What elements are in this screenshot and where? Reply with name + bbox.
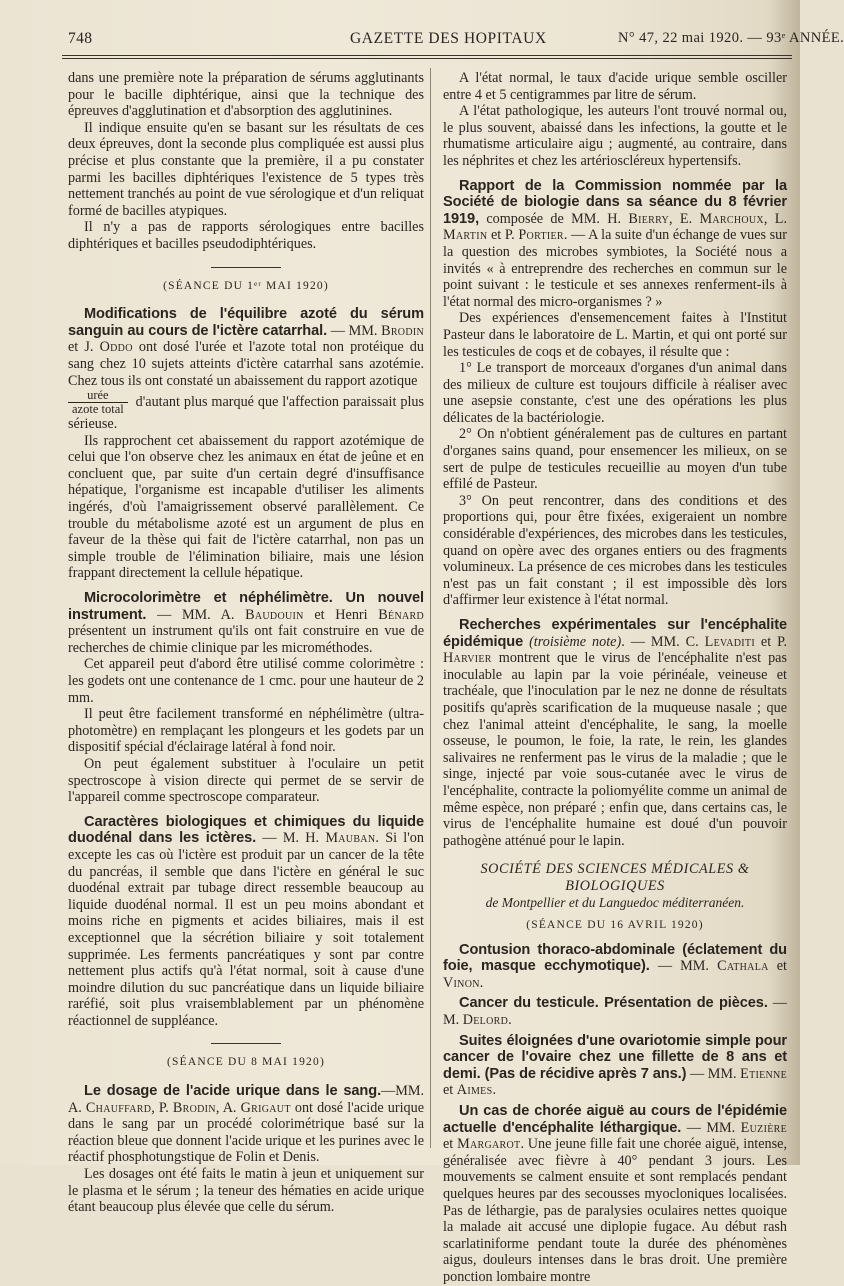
article-heading: Un cas de chorée aiguë au cours de l'épidémie actuelle d'encéphalite léthargique.: [443, 1103, 787, 1136]
author: Cathala: [717, 958, 769, 975]
article-heading: Modifications de l'équilibre azoté du sérum sanguin au cours de l'ictère catarrhal.: [68, 306, 424, 339]
article: Microcolorimètre et néphélimètre. Un nouvel instrument. — MM. A. Baudouin et Henri Bénard présentent un instrument qu'ils ont fait construire en vue de recherches de chimie clinique par les microméthodes.: [68, 590, 424, 656]
article-heading: Recherches expérimentales sur l'encéphalite épidémique: [443, 617, 787, 650]
page-number: 748: [68, 30, 93, 47]
author: Brodin: [381, 322, 425, 339]
paragraph: On peut également substituer à l'oculaire un petit spectroscope à vision directe qui permet de se servir de l'appareil comme spectroscope comparateur.: [68, 755, 424, 806]
header-rule-double: [62, 58, 792, 59]
header-rule: [62, 55, 792, 56]
session-date: (SÉANCE DU 1ᵉʳ MAI 1920): [163, 279, 329, 292]
section-divider: [211, 1043, 281, 1044]
ratio-fraction: $\frac{\text{urée}}{\text{azote total}}$: [68, 389, 128, 416]
paragraph: 3° On peut rencontrer, dans des conditions et des proportions qui, pour être fixées, exigeraient un nombre considérable d'expériences, des microbes dans les testicules, quand on opère avec des organes entiers ou des fragments volumineux. La présence de ces microbes dans les testicules n'est pas un fait constant ; il est impossible dès lors d'affirmer leur existence à l'état normal.: [443, 492, 787, 609]
paragraph: dans une première note la préparation de sérums agglutinants pour le bacille diphtérique, ainsi que la technique des épreuves d'agglutination et d'absorption des agglutinines.: [68, 70, 424, 120]
session-date: (SÉANCE DU 8 MAI 1920): [166, 1056, 325, 1069]
journal-title: GAZETTE DES HOPITAUX: [350, 30, 547, 47]
paragraph: 1° Le transport de morceaux d'organes d'un animal dans des milieux de culture est toujours difficile à réaliser avec une asepsie constante, c'est une des opérations les plus délicates de la bactériologie.: [443, 360, 787, 426]
paragraph: Il indique ensuite qu'en se basant sur les résultats de ces deux épreuves, dont la seconde plus compliquée est aussi plus précise et plus constante que la première, il a pu constater parmi les bacilles diphtériques l'existence de 5 types très nettement tranchés au point de vue sérologique et d'un reliquat formé de bacilles atypiques.: [68, 119, 424, 219]
paragraph: Cet appareil peut d'abord être utilisé comme colorimètre : les godets ont une contenance de 1 cmc. pour une hauteur de 2 mm.: [68, 656, 424, 706]
page-header: [62, 30, 844, 56]
paragraph: A l'état normal, le taux d'acide urique semble osciller entre 4 et 5 centigrammes par litre de sérum.: [443, 70, 787, 103]
article-heading: Le dosage de l'acide urique dans le sang.: [84, 1083, 382, 1100]
article: Rapport de la Commission nommée par la Société de biologie dans sa séance du 8 février 1919, composée de MM. H. Bierry, E. Marchoux, L. Martin et P. Portier. — A la suite d'un échange de vues sur la question des microbes symbiotes, la Société nous a invités « à entreprendre des recherches en commun sur le point suivant : le testicule et ses annexes renferment-ils à l'état normal des micro-organismes ? »: [443, 177, 788, 310]
fraction-line: $\frac{\text{urée}}{\text{azote total}}$ d'autant plus marqué que l'affection paraissait plus sérieuse.: [68, 388, 425, 433]
paragraph: A l'état pathologique, les auteurs l'ont trouvé normal ou, le plus souvent, abaissé dans les infections, la goutte et le rhumatisme articulaire aigu ; augmenté, au contraire, dans les néphrites et chez les artérioscléreux hypertensifs.: [443, 103, 787, 169]
session-date: (SÉANCE DU 16 AVRIL 1920): [526, 919, 704, 932]
author: Delord: [462, 1012, 509, 1029]
author: Chauffard: [85, 1099, 152, 1116]
paragraph: Il peut être facilement transformé en néphélimètre (ultra-photomètre) en remplaçant les plongeurs et les godets par un dispositif spécial d'éclairage latéral à fond noir.: [68, 706, 424, 756]
issue-info: N° 47, 22 mai 1920. — 93ᵉ ANNÉE.: [618, 30, 844, 46]
article: Suites éloignées d'une ovariotomie simple pour cancer de l'ovaire chez une fillette de 8 ans et demi. (Pas de récidive après 7 ans.) — MM. Etienne et Aimes.: [443, 1032, 787, 1099]
author: Harvier: [443, 650, 492, 667]
author: Oddo: [99, 339, 133, 356]
article: Recherches expérimentales sur l'encéphalite épidémique (troisième note). — MM. C. Levaditi et P. Harvier montrent que le virus de l'encéphalite n'est pas inoculable au lapin par la voie périnéale, veineuse et trachéale, que l'inoculation par le nez ne donne de résultats positifs qu'après scarification de la muqueuse nasale ; que chez l'animal atteint d'encéphalite, le sang, la moelle osseuse, le poumon, le foie, la rate, le rein, les glandes salivaires ne renferment pas le virus de la maladie ; que le singe, injecté par voie sous-cutanée avec le virus de l'encéphalite, contracte la poliomyélite comme un animal de même espèce, non préparé ; enfin que, dans certains cas, le virus de l'encéphalite humaine est doué d'un pouvoir pathogène atténué pour le lapin.: [443, 617, 788, 849]
author: Brodin: [172, 1099, 216, 1116]
author: Baudouin: [245, 606, 304, 623]
paragraph: Ils rapprochent cet abaissement du rapport azotémique de celui que l'on observe chez les animaux en état de jeûne et en concluent que, par suite d'un certain degré d'insuffisance hépatique, l'organisme est incapable d'utiliser les aliments ingérés, d'où l'amaigrissement observé parallèlement. Ce trouble du métabolisme azoté est un argument de plus en faveur de la thèse qui fait de l'ictère catarrhal, non pas un simple trouble de l'élimination biliaire, mais une lésion frappant directement la cellule hépatique.: [68, 432, 424, 582]
article: Modifications de l'équilibre azoté du sérum sanguin au cours de l'ictère catarrhal. — MM. Brodin et J. Oddo ont dosé l'urée et l'azote total non protéique du sang chez 10 sujets atteints d'ictère catarrhal sans azotémie. Chez tous ils ont constaté un abaissement du rapport azotique: [68, 306, 425, 389]
article: Le dosage de l'acide urique dans le sang.—MM. A. Chauffard, P. Brodin, A. Grigaut ont dosé l'acide urique dans le sang par un procédé colorimétrique basé sur la réaction bleue que donnent l'acide urique et les purines avec le réactif phosphotungstique de Folin et Denis.: [68, 1083, 424, 1166]
article-heading: Contusion thoraco-abdominale (éclatement du foie, masque ecchymotique).: [443, 941, 787, 975]
article-heading: Suites éloignées d'une ovariotomie simple pour cancer de l'ovaire chez une fillette de 8 ans et demi. (Pas de récidive après 7 ans.): [443, 1032, 787, 1082]
paragraph: 2° On n'obtient généralement pas de cultures en partant d'organes sains quand, pour ensemencer les milieux, on se sert de pulpe de testicules recueillie au moyen d'un tube effilé de Pasteur.: [443, 426, 787, 493]
author: Martin: [443, 227, 488, 244]
author: Margarot: [457, 1136, 521, 1153]
author: Portier: [518, 227, 564, 244]
article-heading: Rapport de la Commission nommée par la Société de biologie dans sa séance du 8 février 1919,: [443, 177, 787, 227]
society-subtitle: de Montpellier et du Languedoc méditerranéen.: [485, 894, 745, 910]
author: Aimes: [456, 1082, 493, 1099]
article: Caractères biologiques et chimiques du liquide duodénal dans les ictères. — M. H. Mauban. Si l'on excepte les cas où l'ictère est produit par un cancer de la tête du pancréas, il semble que dans l'ictère en général le suc duodénal extrait par tubage direct ressemble beaucoup au liquide duodénal normal. Il est un peu moins abondant et moins riche en pigments et acides biliaires, mais il est exceptionnel que la sécrétion biliaire y soit totalement supprimée. Les ferments pancréatiques y sont par contre nettement plus actifs qu'à l'état normal, soit à cause d'une moindre dilution du suc pancréatique dans un liquide biliaire raréfié, soit plus vraisemblablement par un phénomène réactionnel de suppléance.: [68, 813, 424, 1029]
article-heading: Cancer du testicule. Présentation de pièces.: [459, 995, 768, 1012]
right-column: [443, 70, 787, 1286]
author: Grigaut: [240, 1099, 291, 1116]
author: Vinon: [443, 974, 480, 991]
article-heading: Microcolorimètre et néphélimètre. Un nouvel instrument.: [68, 590, 424, 623]
author: Levaditi: [704, 633, 755, 650]
left-column: [68, 70, 424, 1216]
society-title: SOCIÉTÉ DES SCIENCES MÉDICALES & BIOLOGIQUES: [480, 861, 750, 894]
article-note: (troisième note): [529, 633, 622, 650]
article-heading: Caractères biologiques et chimiques du liquide duodénal dans les ictères.: [68, 813, 424, 847]
author: Marchoux: [699, 210, 764, 227]
paragraph: Il n'y a pas de rapports sérologiques entre bacilles diphtériques et bacilles pseudodiphtériques.: [68, 219, 424, 252]
author: Euzière: [740, 1119, 787, 1136]
column-separator: [430, 68, 431, 1148]
article: Contusion thoraco-abdominale (éclatement du foie, masque ecchymotique). — MM. Cathala et Vinon.: [443, 941, 787, 991]
article: Un cas de chorée aiguë au cours de l'épidémie actuelle d'encéphalite léthargique. — MM. Euzière et Margarot. Une jeune fille fait une chorée aiguë, intense, généralisée avec fièvre à 40° pendant 3 jours. Les mouvements se calment ensuite et sont remplacés pendant quelques heures par des secousses myocloniques localisées. Pas de léthargie, pas de paralysies oculaires nettes quoique la malade ait accusé une diplopie fugace. Au début rash scarlatiniforme pendant toute la durée des phénomènes aigus, douleurs intenses dans le bras droit. Une première ponction lombaire montre: [443, 1103, 787, 1285]
article: Cancer du testicule. Présentation de pièces. — M. Delord.: [443, 995, 787, 1029]
author: Bénard: [378, 606, 424, 623]
author: Mauban: [325, 830, 376, 847]
paragraph: Des expériences d'ensemencement faites à l'Institut Pasteur dans le laboratoire de L. Martin, et qui ont porté sur les testicules de coqs et de cobayes, il résulte que :: [443, 310, 787, 360]
paragraph: Les dosages ont été faits le matin à jeun et uniquement sur le plasma et le sérum ; la teneur des hématies en acide urique étant beaucoup plus élevée que celle du sérum.: [68, 1166, 424, 1216]
author: Bierry: [628, 210, 670, 227]
section-divider: [211, 267, 281, 268]
author: Etienne: [740, 1065, 787, 1082]
